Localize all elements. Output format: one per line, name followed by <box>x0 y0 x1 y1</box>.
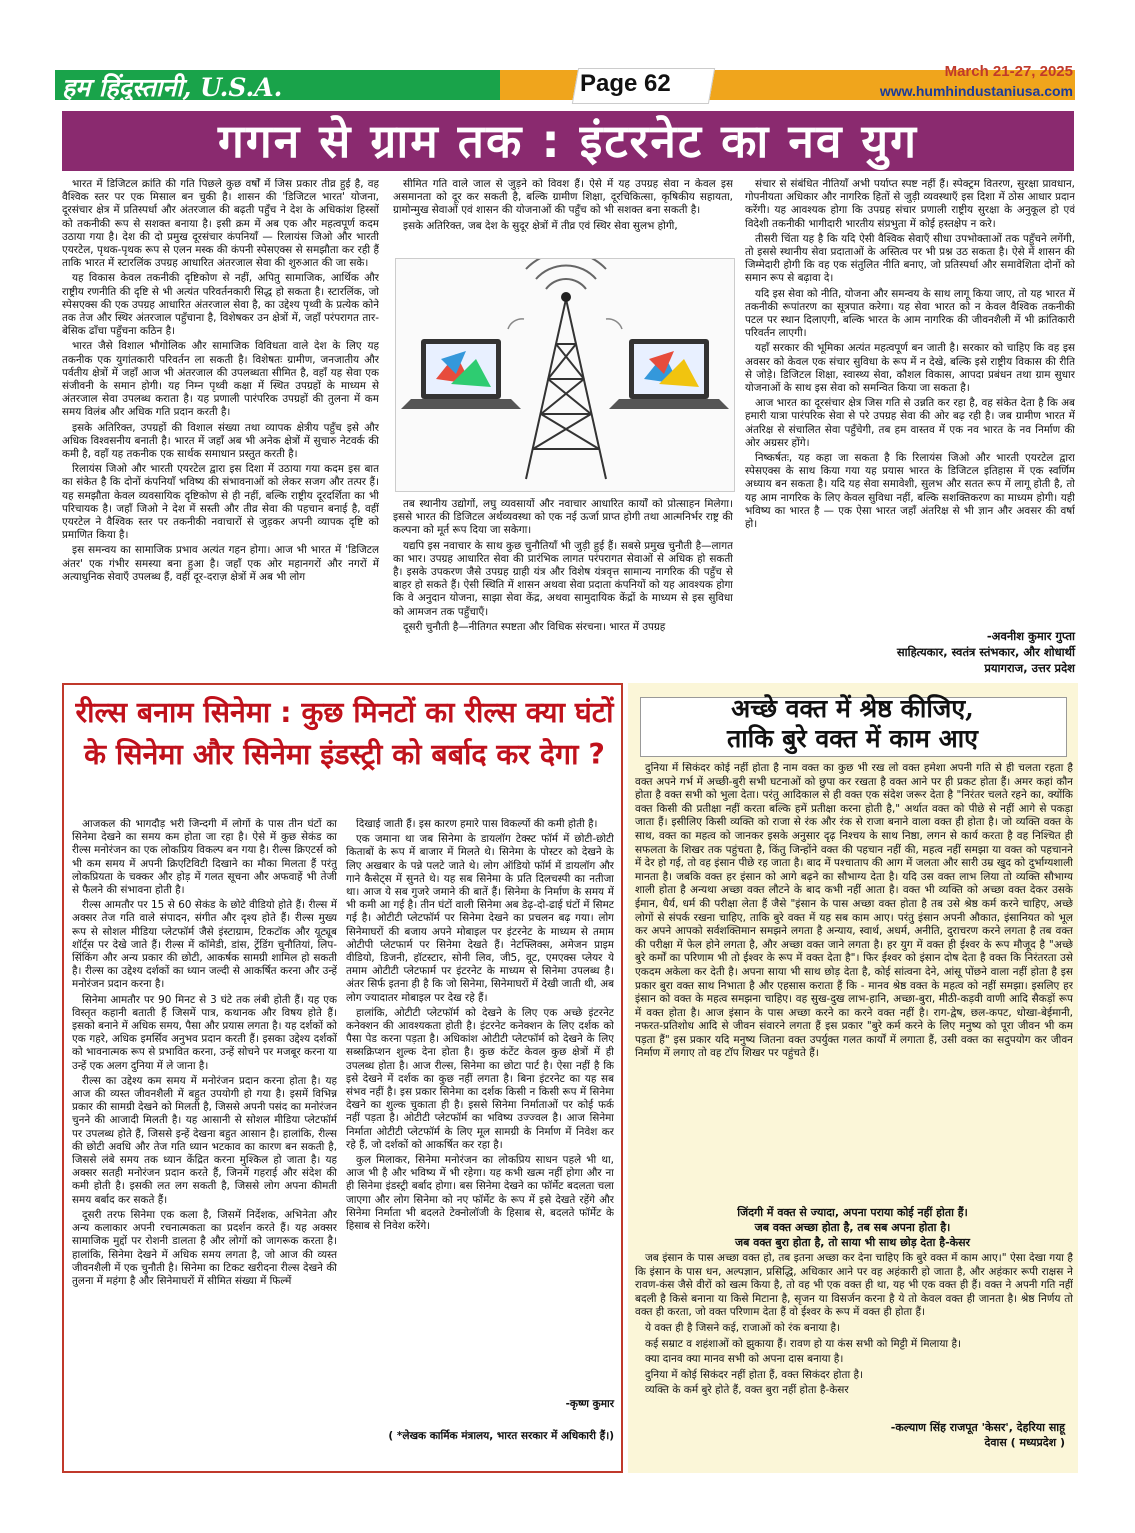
laptop-left <box>401 339 521 409</box>
author-name: -अवनीश कुमार गुप्ता <box>986 629 1075 643</box>
author-location: प्रयागराज, उत्तर प्रदेश <box>984 661 1075 675</box>
paragraph: तब स्थानीय उद्योगों, लघु व्यवसायों और नवाचार आधारित कार्यों को प्रोत्साहन मिलेगा। इससे भारत की डिजिटल अर्थव्यवस्था को एक नई ऊर्जा प्राप्त होगी तथा आत्मनिर्भर राष्ट्र की कल्पना को मूर्त रूप दिया जा सकेगा। <box>393 498 733 537</box>
paragraph: भारत जैसे विशाल भौगोलिक और सामाजिक विविधता वाले देश के लिए यह तकनीक एक युगांतकारी परिवर्तन ला सकती है। विशेषतः ग्रामीण, जनजातीय और पर्वतीय क्षेत्रों में जहाँ आज भी अंतरजाल की उपलब्धता सीमित है, वहाँ यह सेवा एक संजीवनी के समान होगी। यह निम्न पृथ्वी कक्षा में स्थित उपग्रहों के माध्यम से अंतरजाल सेवा उपलब्ध कराता है। यह प्रणाली पारंपरिक उपग्रहों की तुलना में कम समय विलंब और अधिक गति प्रदान करती है। <box>62 340 379 419</box>
verse-line: ये वक्त ही है जिसने कई, राजाओं को रंक बनाया है। <box>645 1321 841 1334</box>
paragraph: इसके अतिरिक्त, उपग्रहों की विशाल संख्या तथा व्यापक क्षेत्रीय पहुँच इसे और अधिक विश्वसनीय बनाती है। भारत में जहाँ अब भी अनेक क्षेत्रों में सुचारु नेटवर्क की कमी है, वहाँ यह तकनीक एक सार्थक समाधान प्रस्तुत करती है। <box>62 421 379 461</box>
article3-byline <box>640 1420 1065 1450</box>
paragraph: तीसरी चिंता यह है कि यदि ऐसी वैश्विक सेवाएँ सीधा उपभोक्ताओं तक पहुँचने लगेंगी, तो इससे स्थानीय सेवा प्रदाताओं के अस्तित्व पर भी प्रश्न उठ सकता है। ऐसे में शासन की जिम्मेदारी होगी कि वह एक संतुलित नीति बनाए, जो प्रतिस्पर्धा और समावेशिता दोनों को समान रूप से बढ़ावा दे। <box>745 232 1075 285</box>
paragraph: दूसरी तरफ सिनेमा एक कला है, जिसमें निर्देशक, अभिनेता और अन्य कलाकार अपनी रचनात्मकता का प्रदर्शन करते हैं। यह अक्सर सामाजिक मुद्दों पर रोशनी डालता है और लोगों को जागरूक करता है। हालांकि, सिनेमा देखने में अधिक समय लगता है, जो आज की व्यस्त जीवनशैली में एक चुनौती है। सिनेमा का टिकट खरीदना रील्स देखने की तुलना में महंगा है और सिनेमाघरों में सीमित संख्या में फिल्में <box>72 1208 337 1287</box>
paragraph: दूसरी चुनौती है—नीतिगत स्पष्टता और विधिक संरचना। भारत में उपग्रह <box>403 620 666 633</box>
verse-line: व्यक्ति के कर्म बुरे होते हैं, वक्त बुरा नहीं होता है-केसर <box>645 1384 849 1397</box>
article1-column-2-top <box>393 178 733 248</box>
author-location: देवास ( मध्यप्रदेश ) <box>984 1436 1065 1449</box>
issue-date: March 21-27, 2025 <box>944 63 1073 80</box>
paragraph: यद्यपि इस नवाचार के साथ कुछ चुनौतियाँ भी जुड़ी हुई हैं। सबसे प्रमुख चुनौती है—लागत का भार। उपग्रह आधारित सेवा की प्रारंभिक लागत परंपरागत सेवाओं से अधिक हो सकती है। इसके उपकरण जैसे उपग्रह ग्राही यंत्र और विशेष यंत्रवृत्त सामान्य नागरिक की पहुँच से बाहर हो सकते हैं। ऐसी स्थिति में शासन अथवा सेवा प्रदाता कंपनियों को यह आवश्यक होगा कि वे अनुदान योजना, साझा सेवा केंद्र, अथवा सामुदायिक केंद्रों के माध्यम से इस सुविधा को आमजन तक पहुँचाएँ। <box>393 539 733 618</box>
headline-line-2: ताकि बुरे वक्त में काम आए <box>727 724 978 753</box>
author-title: साहित्यकार, स्वतंत्र स्तंभकार, और शोधार्थी <box>896 645 1075 659</box>
paragraph: इसके अतिरिक्त, जब देश के सुदूर क्षेत्रों में तीव्र एवं स्थिर सेवा सुलभ होगी, <box>403 219 678 232</box>
page-number: Page 62 <box>580 70 671 97</box>
paragraph: यदि इस सेवा को नीति, योजना और समन्वय के साथ लागू किया जाए, तो यह भारत में तकनीकी रूपांतरण का सूत्रपात करेगा। यह सेवा भारत को न केवल वैश्विक तकनीकी पटल पर स्थान दिलाएगी, बल्कि भारत के आम नागरिक की जीवनशैली में भी क्रांतिकारी परिवर्तन लाएगी। <box>745 287 1075 340</box>
paragraph: आज भारत का दूरसंचार क्षेत्र जिस गति से उन्नति कर रहा है, वह संकेत देता है कि अब हमारी यात्रा पारंपरिक सेवा से परे उपग्रह सेवा की ओर बढ़ रही है। जब ग्रामीण भारत में अंतरिक्ष से संचालित सेवा पहुँचेगी, तब हम वास्तव में एक नव भारत के नव निर्माण की ओर अग्रसर होंगे। <box>745 397 1075 449</box>
paragraph: रील्स आमतौर पर 15 से 60 सेकंड के छोटे वीडियो होते हैं। रील्स में अक्सर तेज गति वाले संपादन, संगीत और दृश्य होते हैं। रील्स मुख्य रूप से सोशल मीडिया प्लेटफॉर्म जैसे इंस्टाग्राम, टिकटॉक और यूट्यूब शॉर्ट्स पर देखे जाते हैं। रील्स में कॉमेडी, डांस, ट्रेंडिंग चुनौतियां, लिप-सिंकिंग और अन्य प्रकार की छोटी, आकर्षक सामग्री शामिल हो सकती है। रील्स का उद्देश्य दर्शकों का ध्यान जल्दी से आकर्षित करना और उन्हें मनोरंजन प्रदान करना है। <box>72 899 337 991</box>
paragraph: सीमित गति वाले जाल से जुड़ने को विवश हैं। ऐसे में यह उपग्रह सेवा न केवल इस असमानता को दूर कर सकती है, बल्कि ग्रामीण शिक्षा, दूरचिकित्सा, कृषिकीय सहायता, ग्रामोन्मुख सेवाओं एवं शासन की योजनाओं की पहुँच को भी सशक्त बना सकती है। <box>393 178 733 217</box>
paragraph: जब इंसान के पास अच्छा वक्त हो, तब इतना अच्छा कर देना चाहिए कि बुरे वक्त में काम आए।" ऐसा देखा गया है कि इंसान के पास धन, अल्पज्ञान, प्रसिद्धि, अधिकार आने पर वह अहंकारी हो जाता है, और अहंकार रूपी राक्षस ने रावण-कंस जैसे वीरों को खत्म किया है, तो वह भी एक वक्त ही था, यह भी एक वक्त ही हैं। वक्त ने अपनी गति नहीं बदली है किसे बनाना या किसे मिटाना है, सृजन या विसर्जन करना है ये तो केवल वक्त ही जानता है। श्रेष्ठ निर्णय तो वक्त ही करता, जो वक्त परिणाम देता हैं वो ईश्वर के रूप में वक्त ही होता हैं। <box>635 1252 1073 1319</box>
paragraph: इस समन्वय का सामाजिक प्रभाव अत्यंत गहन होगा। आज भी भारत में 'डिजिटल अंतर' एक गंभीर समस्या बना हुआ है। जहाँ एक ओर महानगरों और नगरों में अत्याधुनिक सेवाएँ उपलब्ध हैं, वहीं दूर-दराज़ क्षेत्रों में अब भी लोग <box>62 544 379 583</box>
author-name: -कल्याण सिंह राजपूत 'केसर', देहरिया साहू <box>890 1421 1065 1434</box>
tower-laptops-image <box>396 259 734 491</box>
paragraph: रील्स का उद्देश्य कम समय में मनोरंजन प्रदान करना होता है। यह आज की व्यस्त जीवनशैली में बहुत उपयोगी हो गया है। इसमें विभिन्न प्रकार की सामग्री देखने को मिलती है, जिससे अपनी पसंद का मनोरंजन चुनने की आजादी मिलती है। यह आसानी से सोशल मीडिया प्लेटफॉर्म पर उपलब्ध होते हैं, जिससे इन्हें देखना बहुत आसान है। हालांकि, रील्स की छोटी अवधि और तेज गति ध्यान भटकाव का कारण बन सकती है, जिससे लंबे समय तक ध्यान केंद्रित करना मुश्किल हो जाता है। यह अक्सर सतही मनोरंजन प्रदान करते हैं, जिनमें गहराई और संदेश की कमी होती है। इसकी लत लग सकती है, जिससे लोग अपना कीमती समय बर्बाद कर सकते हैं। <box>72 1074 337 1206</box>
paragraph: दिखाई जाती हैं। इस कारण हमारे पास विकल्पों की कमी होती है। <box>356 818 598 830</box>
article1-column-1 <box>62 178 379 673</box>
article3-body-2 <box>635 1252 1073 1407</box>
paragraph: यहाँ सरकार की भूमिका अत्यंत महत्वपूर्ण बन जाती है। सरकार को चाहिए कि वह इस अवसर को केवल एक संचार सुविधा के रूप में न देखे, बल्कि इसे राष्ट्रीय विकास की रीति से जोड़े। डिजिटल शिक्षा, स्वास्थ्य सेवा, कौशल विकास, आपदा प्रबंधन तथा ग्राम सुधार योजनाओं के साथ इस सेवा को समन्वित किया जा सकता है। <box>745 342 1075 395</box>
paragraph: भारत में डिजिटल क्रांति की गति पिछले कुछ वर्षों में जिस प्रकार तीव्र हुई है, वह वैश्विक स्तर पर एक मिसाल बन चुकी है। शासन की 'डिजिटल भारत' योजना, दूरसंचार क्षेत्र में प्रतिस्पर्धा और अंतरजाल की बढ़ती पहुँच ने देश के अधिकांश हिस्सों को तकनीकी रूप से सशक्त बनाया है। इसी क्रम में अब एक और महत्वपूर्ण कदम उठाया गया है। देश की दो प्रमुख दूरसंचार कंपनियाँ — रिलायंस जिओ और भारती एयरटेल, पृथक-पृथक रूप से एलन मस्क की कंपनी स्पेसएक्स से समझौता कर रही हैं ताकि भारत में स्टारलिंक उपग्रह आधारित अंतरजाल सेवा की शुरुआत की जा सके। <box>62 178 379 270</box>
poem-line: जब वक्त अच्छा होता है, तब सब अपना होता है। <box>754 1221 951 1234</box>
paragraph: सिनेमा आमतौर पर 90 मिनट से 3 घंटे तक लंबी होती हैं। यह एक विस्तृत कहानी बताती हैं जिसमें पात्र, कथानक और विषय होते हैं। इसको बनाने में अधिक समय, पैसा और प्रयास लगता है। यह दर्शकों को एक गहरे, अधिक इमर्सिव अनुभव प्रदान करती हैं। इसका उद्देश्य दर्शकों को भावनात्मक रूप से प्रभावित करना, उन्हें सोचने पर मजबूर करना या उन्हें एक अलग दुनिया में ले जाना है। <box>72 993 337 1072</box>
paragraph: संचार से संबंधित नीतियाँ अभी पर्याप्त स्पष्ट नहीं हैं। स्पेक्ट्रम वितरण, सुरक्षा प्रावधान, गोपनीयता अधिकार और नागरिक हितों से जुड़ी व्यवस्थाएँ इस दिशा में ठोस आधार प्रदान करेंगी। यह आवश्यक होगा कि उपग्रह संचार प्रणाली राष्ट्रीय सुरक्षा के अनुकूल हो एवं विदेशी तकनीकी भागीदारी भारतीय संप्रभुता में कोई हस्तक्षेप न करे। <box>745 178 1075 230</box>
article3-poem <box>640 1205 1065 1250</box>
paragraph: रिलायंस जिओ और भारती एयरटेल द्वारा इस दिशा में उठाया गया कदम इस बात का संकेत है कि दोनों कंपनियाँ भविष्य की संभावनाओं को लेकर सजग और तत्पर हैं। यह समझौता केवल व्यवसायिक दृष्टिकोण से ही नहीं, बल्कि राष्ट्रीय दूरदर्शिता का भी परिचायक है। जहाँ जिओ ने देश में सस्ती और तीव्र सेवा की पहचान बनाई है, वहीं एयरटेल ने वैश्विक स्तर पर तकनीकी नवाचारों से जुड़कर अपनी व्यापक दृष्टि को प्रमाणित किया है। <box>62 463 379 542</box>
newspaper-brand: हम हिंदुस्तानी, U.S.A. <box>62 73 283 102</box>
article2-column-2 <box>346 818 614 1398</box>
verse-line: क्या दानव क्या मानव सभी को अपना दास बनाया है। <box>645 1353 844 1366</box>
article1-byline <box>760 628 1075 676</box>
headline-line-1: अच्छे वक्त में श्रेष्ठ कीजिए, <box>731 694 974 723</box>
verse-line: दुनिया में कोई सिकंदर नहीं होता हैं, वक्त सिकंदर होता है। <box>645 1368 864 1381</box>
paragraph: हालांकि, ओटीटी प्लेटफॉर्म को देखने के लिए एक अच्छे इंटरनेट कनेक्शन की आवश्यकता होती है। इंटरनेट कनेक्शन के लिए दर्शक को पैसा पेड करना पड़ता है। अधिकांश ओटीटी प्लेटफॉर्म को देखने के लिए सब्सक्रिप्शन शुल्क देना होता है। कुछ कंटेंट केवल कुछ क्षेत्रों में ही उपलब्ध होता है। आज रील्स, सिनेमा का छोटा पार्ट है। ऐसा नहीं है कि इसे देखने में दर्शक का कुछ नहीं लगता है। बिना इंटरनेट का यह सब संभव नहीं है। इस प्रकार सिनेमा का दर्शक किसी न किसी रूप में सिनेमा देखने का शुल्क चुकाता ही है। इससे सिनेमा निर्माताओं पर कोई फर्क नहीं पड़ता है। ओटीटी प्लेटफॉर्म का भविष्य उज्ज्वल है। आज सिनेमा निर्माता ओटीटी प्लेटफॉर्म के लिए मूल सामग्री के निर्माण में निवेश कर रहे हैं, जो दर्शकों को आकर्षित कर रहा है। <box>346 1006 614 1151</box>
article1-headline: गगन से ग्राम तक : इंटरनेट का नव युग <box>62 111 1074 171</box>
article3-headline <box>640 694 1065 754</box>
article2-headline: रील्स बनाम सिनेमा : कुछ मिनटों का रील्स क्या घंटों के सिनेमा और सिनेमा इंडस्ट्री को बर्बाद कर देगा ? <box>75 696 614 771</box>
paragraph: दुनिया में सिकंदर कोई नहीं होता है नाम वक्त का कुछ भी रख लो वक्त हमेशा अपनी गति से ही चलता रहता है वक्त अपने गर्भ में अच्छी-बुरी सभी घटनाओं को छुपा कर रखता है वक्त आने पर ही प्रकट होता हैं। अमर कहां कौन होता है वक्त सभी को भुला देता। परंतु आदिकाल से ही वक्त एक संदेश जरूर देता है "निरंतर चलते रहने का, क्योंकि वक्त किसी की प्रतीक्षा नहीं करता बल्कि हमें प्रतीक्षा करना होती है," अर्थात वक्त को पीछे से नहीं आगे से पकड़ा जाता हैं। इसीलिए किसी व्यक्ति को राजा से रंक और रंक से राजा बनाने वाला वक्त ही होता है। जो व्यक्ति वक्त के साथ, वक्त का महत्व को जानकर इसके अनुसार दृढ़ निश्चय के साथ निष्ठा, लगन से कार्य करता है वह निश्चित ही सफलता के शिखर तक पहुंचता है, किंतु जिन्होंने वक्त की पहचान नहीं की, महत्व नहीं समझा या वक्त को पहचानने में देर हो गई, तो वह इंसान पीछे रह जाता है। बाद में पश्चाताप की आग में जलता और सारी उम्र खुद को दुर्भाग्यशाली मानता है। जबकि वक्त हर इंसान को आगे बढ़ने का सौभाग्य देता है। यदि उस वक्त लाभ लिया तो व्यक्ति सौभाग्य शाली होता है अन्यथा अच्छा वक्त लौटने के बाद कभी नहीं आता है। वक्त भी व्यक्ति को अच्छा वक्त देकर उसके ईमान, धैर्य, धर्म की परीक्षा लेता हैं जैसे "इंसान के पास अच्छा वक्त होता है तब उसे श्रेष्ठ कर्म करने चाहिए, अच्छे लोगों से संपर्क रखना चाहिए, ताकि बुरे वक्त में यह सब काम आए। परंतु इंसान अपनी औकात, इंसानियत को भूल कर अपने आपको सर्वशक्तिमान समझने लगता है अन्याय, स्वार्थ, अधर्म, अनीति, दुराचरण करने लगता है तब वक्त की परीक्षा में फेल होने लगता है, और अच्छा वक्त जाने लगता है। हर युग में वक्त ही ईश्वर के रूप मौजूद है "अच्छे बुरे कर्मों का परिणाम भी तो ईश्वर के रूप में वक्त देता है"। फिर ईश्वर को इंसान दोष देता है वक्त कि निरंतरता उसे एकदम अकेला कर देती है। अपना साया भी साथ छोड़ देता है, कोई सांत्वना देने, आंसू पोंछने वाला नहीं होता है इस प्रकार बुरा वक्त साथ निभाता है और एहसास कराता हैं कि - मानव श्रेष्ठ वक्त के महत्व को नहीं समझा। इसलिए हर इंसान को वक्त के महत्व समझना चाहिए। वह सुख-दुख लाभ-हानि, अच्छा-बुरा, मीठी-कड़वी वाणी आदि सैकड़ों रूप में वक्त होता है। आज इंसान के पास अच्छा करने का करने वक्त नहीं है। राग-द्वेष, छल-कपट, धोखा-बेईमानी, नफरत-प्रतिशोध आदि से जीवन संवारने लगता हैं इस प्रकार "बुरे कर्म करने के लिए मनुष्य को पूरा जीवन भी कम पड़ता हैं" इस प्रकार यदि मनुष्य जितना वक्त उपर्युक्त गलत कार्यों में लगाता हैं, उसी वक्त का सदुपयोग कर जीवन निर्माण में लगाए तो वह टॉप शिखर पर पहुंचते हैं। <box>635 762 1073 1060</box>
poem-line: जब वक्त बुरा होता है, तो साया भी साथ छोड़ देता है-केसर <box>734 1236 971 1249</box>
article1-column-2-bottom <box>393 498 733 673</box>
paragraph: कुल मिलाकर, सिनेमा मनोरंजन का लोकप्रिय साधन पहले भी था, आज भी है और भविष्य में भी रहेगा। यह कभी खत्म नहीं होगा और ना ही सिनेमा इंडस्ट्री बर्बाद होगा। बस सिनेमा देखने का फॉर्मेट बदलता चला जाएगा और लोग सिनेमा को नए फॉर्मेट के रूप में इसे देखते रहेंगे और सिनेमा निर्माता भी बदलते टेक्नोलॉजी के हिसाब से, बदलते फॉर्मेट के हिसाब से निवेश करेंगे। <box>346 1154 614 1233</box>
laptop-right <box>609 339 729 409</box>
paragraph: आजकल की भागदौड़ भरी जिन्दगी में लोगों के पास तीन घंटों का सिनेमा देखने का समय कम होता जा रहा है। ऐसे में कुछ सेकंड का रील्स मनोरंजन का एक लोकप्रिय विकल्प बन गया है। रील्स क्रिएटर्स को भी कम समय में अपनी क्रिएटिविटी दिखाने का मौका मिलता हैं परंतु लोकप्रियता के चक्कर और होड़ में गलत सूचना और अफवाहें भी तेजी से फैलने की संभावना होती है। <box>72 818 337 897</box>
satellite-tower-illustration <box>395 258 735 492</box>
paragraph: निष्कर्षतः, यह कहा जा सकता है कि रिलायंस जिओ और भारती एयरटेल द्वारा स्पेसएक्स के साथ किया गया यह प्रयास भारत के डिजिटल इतिहास में एक स्वर्णिम अध्याय बन सकता है। यदि यह सेवा समावेशी, सुलभ और सतत रूप में लागू होती है, तो यह आम नागरिक के लिए केवल सुविधा नहीं, बल्कि सशक्तिकरण का माध्यम होगी। यही भविष्य का भारत है — एक ऐसा भारत जहाँ अंतरिक्ष से भी ज्ञान और अवसर की वर्षा हो। <box>745 452 1075 531</box>
paragraph: यह विकास केवल तकनीकी दृष्टिकोण से नहीं, अपितु सामाजिक, आर्थिक और राष्ट्रीय रणनीति की दृष्टि से भी अत्यंत परिवर्तनकारी सिद्ध हो सकता है। स्टारलिंक, जो स्पेसएक्स की एक उपग्रह आधारित अंतरजाल सेवा है, का उद्देश्य पृथ्वी के प्रत्येक कोने तक तेज और स्थिर अंतरजाल पहुँचाना है, विशेषकर उन क्षेत्रों में, जहाँ परंपरागत तार-बेसिक ढाँचा पहुँचना कठिन है। <box>62 272 379 338</box>
verse-line: कई सम्राट व शहंशाओं को झुकाया हैं। रावण हो या कंस सभी को मिट्टी में मिलाया है। <box>645 1337 962 1350</box>
article3-body <box>635 762 1073 1202</box>
article2-byline: -कृष्ण कुमार <box>565 1398 614 1410</box>
masthead <box>0 0 1135 110</box>
website-link[interactable]: www.humhindustaniusa.com <box>879 83 1073 99</box>
paragraph: एक जमाना था जब सिनेमा के डायलॉग टेक्स्ट फॉर्म में छोटी-छोटी किताबों के रूप में बाजार में मिलते थे। सिनेमा के पोस्टर को देखने के लिए अखबार के पन्ने पलटे जाते थे। लोग ऑडियो फॉर्म में डायलॉग और गाने कैसेट्स में सुनते थे। यह सब सिनेमा के प्रति दिलचस्पी का नतीजा था। आज ये सब गुजरे जमाने की बातें हैं। सिनेमा के निर्माण के समय में भी कमी आ गई है। तीन घंटों वाली सिनेमा अब डेढ़-दो-ढाई घंटों में सिमट गई है। ओटीटी प्लेटफॉर्म पर सिनेमा देखने का प्रचलन बढ़ गया। लोग सिनेमाघरों की बजाय अपने मोबाइल पर इंटरनेट के माध्यम से तमाम ओटीपी प्लेटफार्म पर सिनेमा देखते हैं। नेटफ्लिक्स, अमेजन प्राइम वीडियो, डिजनी, हॉटस्टार, सोनी लिव, जी5, वूट, एमएक्स प्लेयर ये तमाम ओटीटी प्लेटफार्म पर इंटरनेट के माध्यम से सिनेमा उपलब्ध है। अंतर सिर्फ इतना ही है कि जो सिनेमा, सिनेमाघरों में देखी जाती थी, अब लोग ज्यादातर मोबाइल पर देख रहे हैं। <box>346 833 614 1004</box>
article2-author-note: ( *लेखक कार्मिक मंत्रालय, भारत सरकार में अधिकारी हैं।) <box>388 1430 614 1442</box>
poem-line: जिंदगी में वक्त से ज्यादा, अपना पराया कोई नहीं होता हैं। <box>737 1206 968 1219</box>
article1-column-3 <box>745 178 1075 628</box>
article2-column-1 <box>72 818 337 1466</box>
